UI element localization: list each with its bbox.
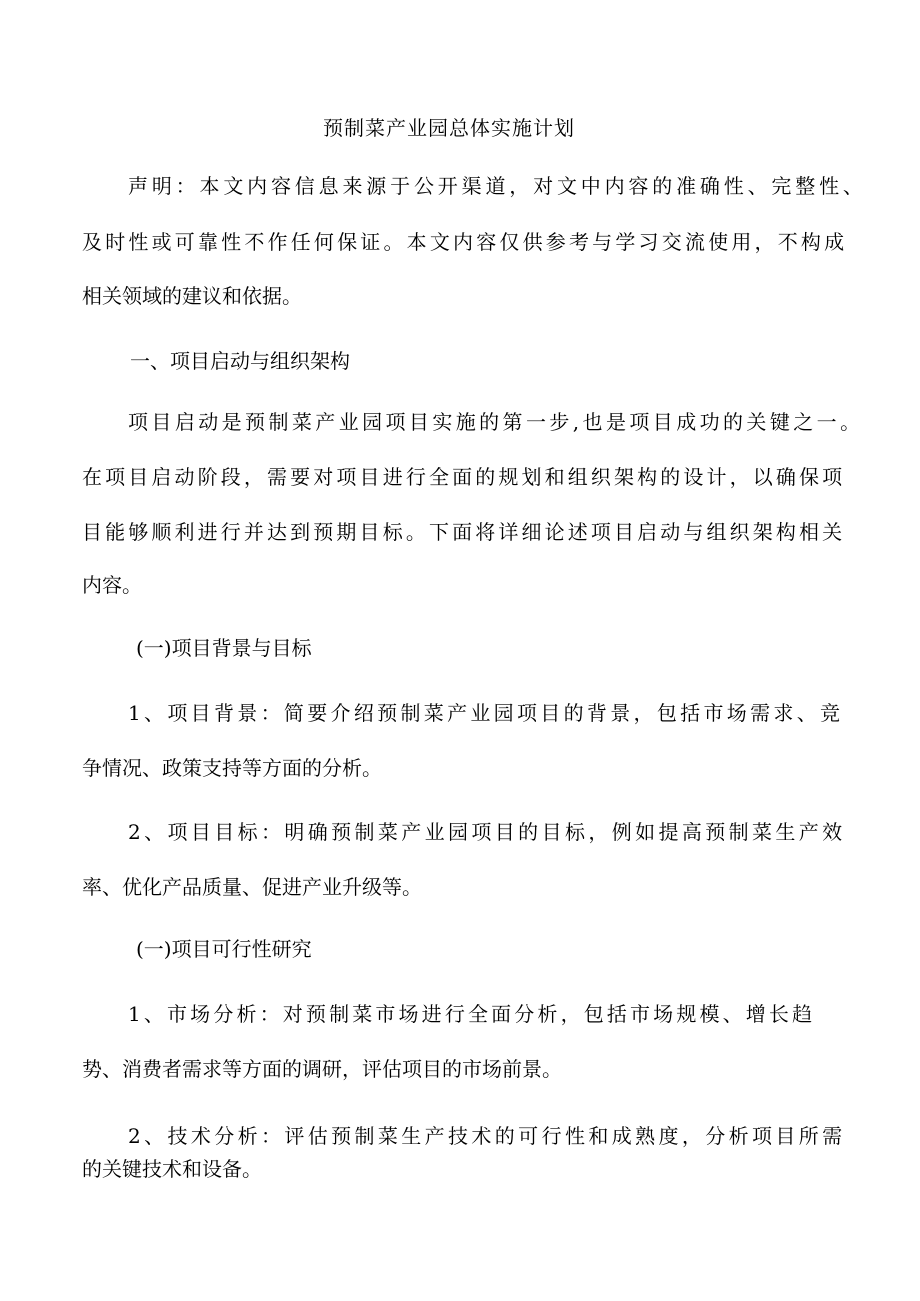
section-heading: 一、项目启动与组织架构	[130, 349, 350, 373]
list-item-line: 1、市场分析：对预制菜市场进行全面分析，包括市场规模、增长趋	[128, 1002, 816, 1026]
list-item-line: 势、消费者需求等方面的调研，评估项目的市场前景。	[82, 1057, 562, 1081]
document-title: 预制菜产业园总体实施计划	[323, 116, 575, 140]
list-item-line: 争情况、政策支持等方面的分析。	[82, 756, 382, 780]
list-item-line: 2、项目目标：明确预制菜产业园项目的目标，例如提高预制菜生产效	[128, 820, 846, 844]
disclaimer-line: 声明：本文内容信息来源于公开渠道，对文中内容的准确性、完整性、	[128, 174, 867, 198]
list-item-line: 2、技术分析：评估预制菜生产技术的可行性和成熟度，分析项目所需	[128, 1124, 846, 1148]
paragraph-line: 在项目启动阶段，需要对项目进行全面的规划和组织架构的设计，以确保项	[82, 465, 846, 489]
subsection-heading: (一)项目背景与目标	[136, 636, 312, 660]
list-item-line: 的关键技术和设备。	[82, 1157, 262, 1181]
paragraph-line: 内容。	[82, 573, 142, 597]
paragraph-line: 项目启动是预制菜产业园项目实施的第一步,也是项目成功的关键之一。	[128, 410, 864, 434]
list-item-line: 1、项目背景：简要介绍预制菜产业园项目的背景，包括市场需求、竞	[128, 701, 844, 725]
disclaimer-line: 相关领域的建议和依据。	[82, 284, 302, 308]
disclaimer-line: 及时性或可靠性不作任何保证。本文内容仅供参考与学习交流使用，不构成	[82, 230, 848, 254]
paragraph-line: 目能够顺利进行并达到预期目标。下面将详细论述项目启动与组织架构相关	[82, 520, 846, 544]
list-item-line: 率、优化产品质量、促进产业升级等。	[82, 875, 422, 899]
subsection-heading: (一)项目可行性研究	[136, 937, 312, 961]
